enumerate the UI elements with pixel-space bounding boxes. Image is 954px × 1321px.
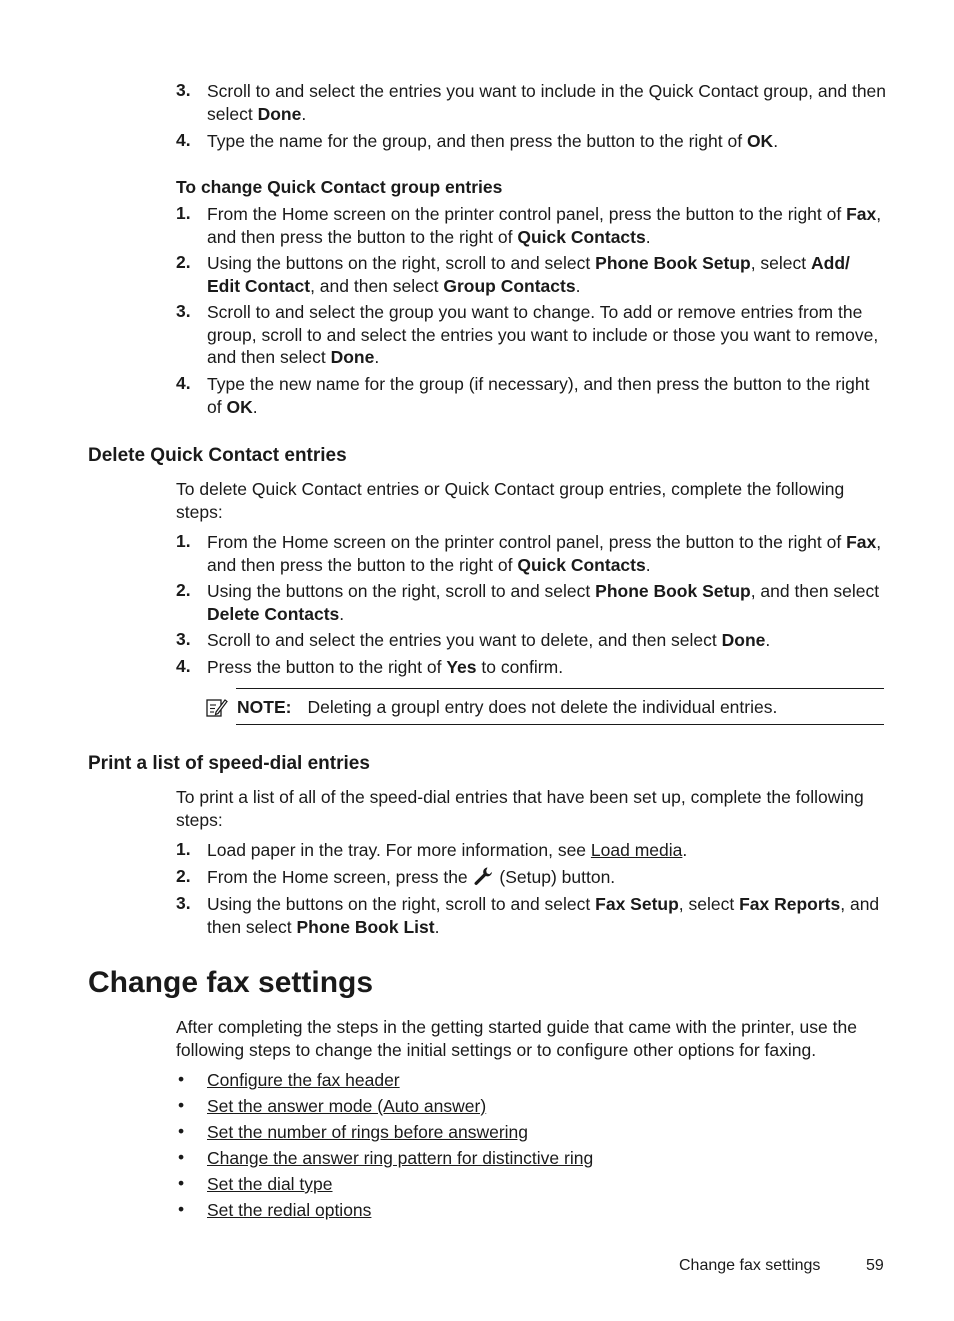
step-number: 4. xyxy=(176,656,191,676)
step-number: 4. xyxy=(176,130,191,150)
step-text: Type the name for the group, and then press the button to the right of OK. xyxy=(207,131,779,151)
footer-section-name: Change fax settings xyxy=(679,1257,821,1274)
bullet: • xyxy=(178,1069,185,1089)
step-text: From the Home screen, press the (Setup) button. xyxy=(207,867,616,887)
step-text: Type the new name for the group (if necessary), and then press the button to the right of OK. xyxy=(207,374,870,417)
page-title: Change fax settings xyxy=(88,966,374,999)
bullet: • xyxy=(178,1095,185,1115)
bullet: • xyxy=(178,1147,185,1167)
paragraph: To print a list of all of the speed-dial entries that have been set up, complete the following steps: xyxy=(176,787,864,830)
note-content xyxy=(237,696,777,719)
link-configure-fax-header[interactable]: Configure the fax header xyxy=(207,1070,400,1090)
section-heading-delete: Delete Quick Contact entries xyxy=(88,445,347,466)
step-number: 2. xyxy=(176,866,191,886)
step-number: 2. xyxy=(176,252,191,272)
bullet: • xyxy=(178,1121,185,1141)
step-number: 3. xyxy=(176,629,191,649)
step-number: 2. xyxy=(176,580,191,600)
step-text: Using the buttons on the right, scroll to and select Fax Setup, select Fax Reports, and then select Phone Book List. xyxy=(207,894,880,937)
step-text: Scroll to and select the group you want to change. To add or remove entries from the group, scroll to and select the entries you want to include or those you want to remove, and then select Done. xyxy=(207,302,879,367)
step-text: Scroll to and select the entries you want to delete, and then select Done. xyxy=(207,630,771,650)
link-load-media[interactable]: Load media xyxy=(590,840,683,860)
link-answer-mode[interactable]: Set the answer mode (Auto answer) xyxy=(207,1096,487,1116)
step-text: From the Home screen on the printer control panel, press the button to the right of Fax, and then press the button to the right of Quick Contacts. xyxy=(207,204,882,247)
step-text: Using the buttons on the right, scroll to and select Phone Book Setup, and then select Delete Contacts. xyxy=(207,581,880,624)
wrench-icon xyxy=(473,866,495,884)
link-rings-before-answering[interactable]: Set the number of rings before answering xyxy=(207,1122,529,1142)
step-number: 1. xyxy=(176,839,191,859)
link-dial-type[interactable]: Set the dial type xyxy=(207,1174,333,1194)
step-text: Using the buttons on the right, scroll to and select Phone Book Setup, select Add/ Edit Contact, and then select Group Contacts. xyxy=(207,253,850,296)
step-number: 1. xyxy=(176,531,191,551)
note-label: NOTE: xyxy=(237,697,292,717)
step-number: 1. xyxy=(176,203,191,223)
subheading-change-group: To change Quick Contact group entries xyxy=(176,177,503,197)
section-heading-print: Print a list of speed-dial entries xyxy=(88,753,370,774)
paragraph: To delete Quick Contact entries or Quick Contact group entries, complete the following steps: xyxy=(176,479,845,522)
step-text: Load paper in the tray. For more information, see Load media. xyxy=(207,840,688,860)
step-number: 3. xyxy=(176,80,191,100)
step-text: Scroll to and select the entries you want to include in the Quick Contact group, and then select Done. xyxy=(207,81,887,124)
bullet: • xyxy=(178,1199,185,1219)
paragraph: After completing the steps in the getting started guide that came with the printer, use the following steps to change the initial settings or to configure other options for faxing. xyxy=(176,1017,857,1060)
link-ring-pattern[interactable]: Change the answer ring pattern for distinctive ring xyxy=(207,1148,594,1168)
step-number: 3. xyxy=(176,893,191,913)
bullet: • xyxy=(178,1173,185,1193)
step-number: 3. xyxy=(176,301,191,321)
step-text: Press the button to the right of Yes to confirm. xyxy=(207,657,564,677)
step-text: From the Home screen on the printer control panel, press the button to the right of Fax, and then press the button to the right of Quick Contacts. xyxy=(207,532,882,575)
note-top-rule xyxy=(236,688,884,689)
link-redial-options[interactable]: Set the redial options xyxy=(207,1200,372,1220)
note-pencil-icon xyxy=(205,696,229,718)
note-text: Deleting a groupl entry does not delete the individual entries. xyxy=(307,697,778,717)
step-number: 4. xyxy=(176,373,191,393)
note-bottom-rule xyxy=(236,724,884,725)
page-number: 59 xyxy=(866,1257,884,1274)
